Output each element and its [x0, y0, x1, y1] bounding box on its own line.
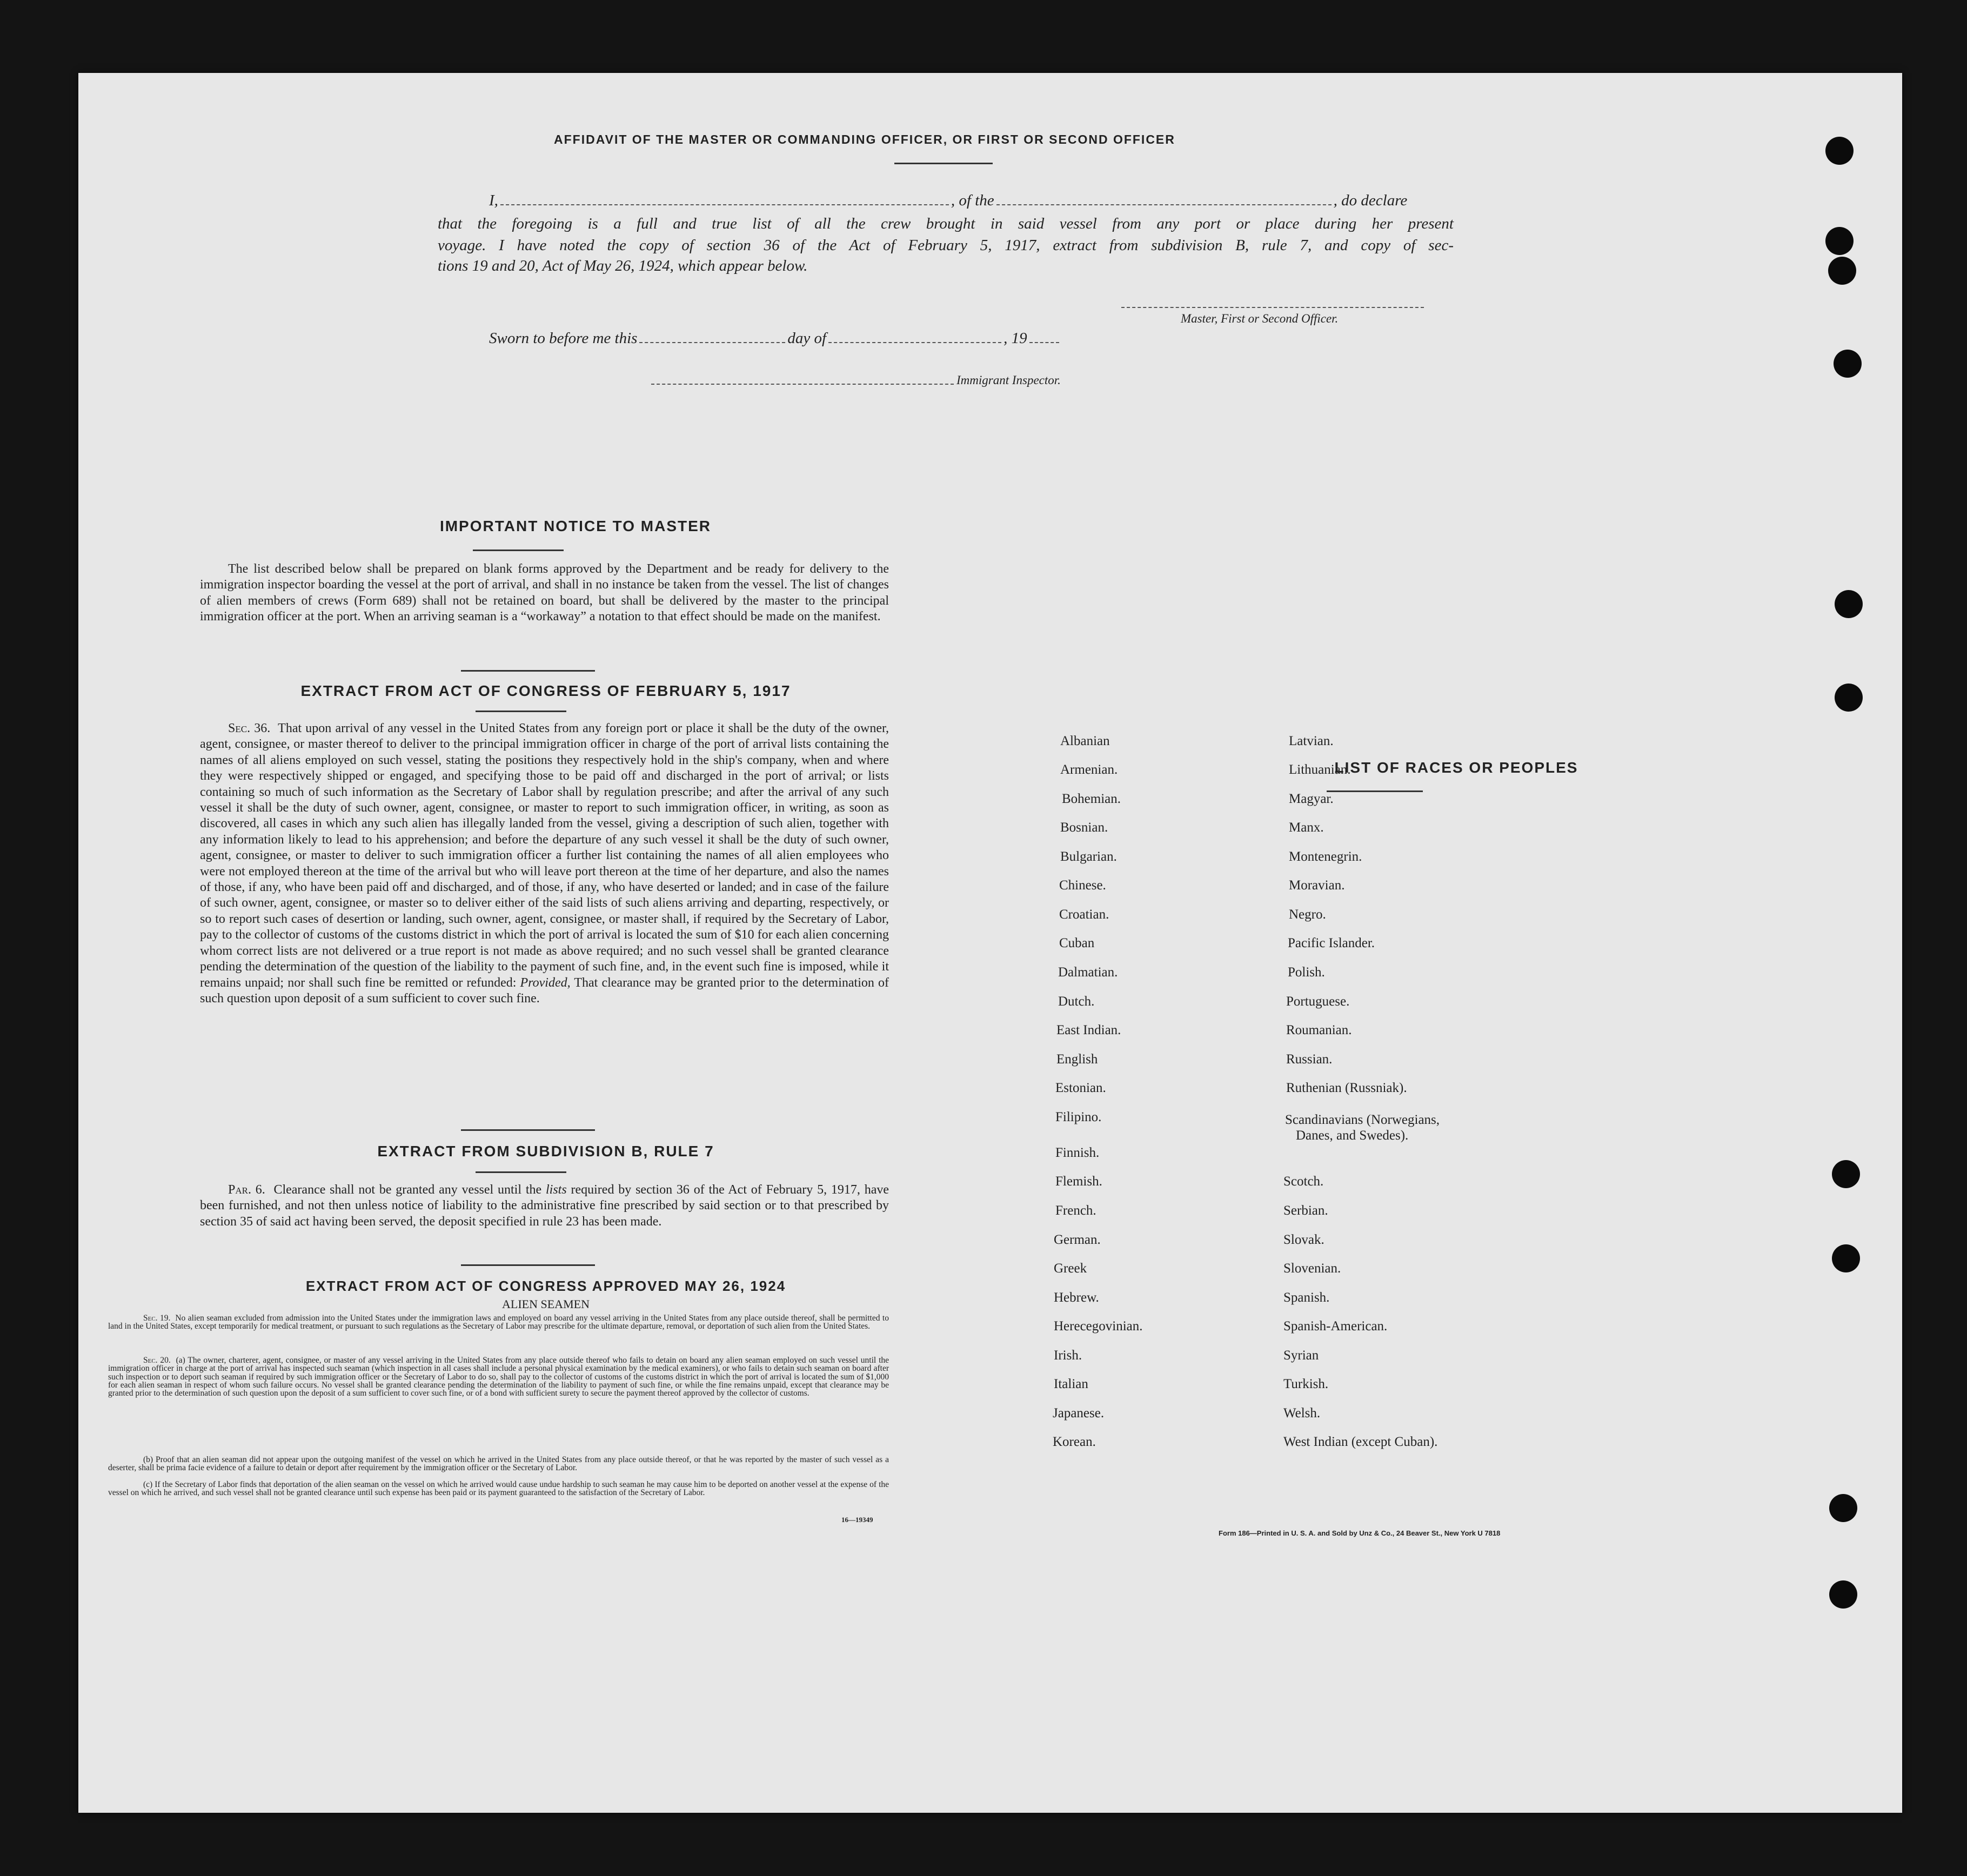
sec-20-label: Sec. 20. [143, 1356, 171, 1365]
binding-hole [1825, 227, 1854, 255]
sec-19-label: Sec. 19. [143, 1314, 171, 1323]
race-item-left: Korean. [1053, 1435, 1096, 1449]
binding-hole [1835, 684, 1863, 712]
name-blank [500, 204, 949, 205]
heading-rule [894, 163, 993, 164]
section-rule [461, 670, 595, 672]
affidavit-line-1 [489, 192, 1407, 210]
vessel-blank [996, 204, 1332, 205]
affidavit-declare: , do declare [1333, 192, 1408, 209]
race-item-left: Herecegovinian. [1054, 1319, 1143, 1334]
race-item-right: Portuguese. [1286, 994, 1350, 1009]
sworn-year: , 19 [1003, 330, 1027, 347]
day-blank [639, 342, 785, 343]
binding-hole [1825, 137, 1854, 165]
alien-seamen-subheading: ALIEN SEAMEN [502, 1297, 590, 1311]
race-item-left: Armenian. [1060, 762, 1118, 777]
notice-body: The list described below shall be prepared on blank forms approved by the Department and be ready for delivery to the immigration inspector boarding the vessel at the port of arrival, and shall in no instance be taken from the vessel. The list of changes of alien members of crews (Form 689) shall not be retained on board, but shall be delivered by the master to the principal immigration officer at the port. When an arriving seaman is a “workaway” a notation to that effect should be made on the manifest. [200, 562, 889, 624]
sec-20a-text: (a) The owner, charterer, agent, consignee, or master of any vessel arriving in the United States from any place outside thereof who fails to detain on board any alien seaman employed on such vessel until the immigration officer in charge at the port of arrival has inspected such seaman (which inspection in all cases shall include a personal physical examination by the medical examiners), or who fails to detain such seaman on board after such inspection or to deport such seaman if required by such immigration officer or the Secretary of Labor to do so, shall pay to the collector of customs of the customs district in which the port of arrival is located the sum of $1,000 for each alien seaman in respect of whom such failure occurs. No vessel shall be granted clearance pending the determination of the liability to payment of such fine, or while the fine remains unpaid, except that clearance may be granted prior to the determination of such question upon the deposit of a sum sufficient to cover such fine, or of a bond with sufficient surety to secure the payment thereof approved by the collector of customs. [108, 1356, 889, 1398]
race-item-left: Finnish. [1055, 1145, 1100, 1160]
race-item-left: Italian [1054, 1377, 1088, 1391]
sworn-day-of: day of [787, 330, 827, 347]
race-item-left: Dutch. [1058, 994, 1095, 1009]
race-item-left: Flemish. [1055, 1174, 1102, 1189]
race-item-left: East Indian. [1056, 1023, 1121, 1037]
race-item-right: Scandinavians (Norwegians, [1285, 1113, 1440, 1127]
race-item-right: Polish. [1288, 965, 1325, 980]
sec-36-label: Sec. 36. [228, 721, 271, 735]
affidavit-heading: AFFIDAVIT OF THE MASTER OR COMMANDING OFFICER, OR FIRST OR SECOND OFFICER [554, 132, 1175, 146]
binding-hole [1828, 257, 1856, 285]
affidavit-line-4: tions 19 and 20, Act of May 26, 1924, which appear below. [438, 257, 808, 274]
race-item-left: Cuban [1059, 936, 1095, 950]
race-item-right: Danes, and Swedes). [1296, 1128, 1409, 1143]
race-item-right: Serbian. [1283, 1203, 1328, 1218]
race-item-right: Slovak. [1283, 1232, 1324, 1247]
affidavit-line-3: voyage. I have noted the copy of section 36 of the Act of February 5, 1917, extract from subdivision B, rule 7, and copy of sec- [438, 237, 1454, 254]
section-rule [461, 1264, 595, 1266]
binding-hole [1835, 590, 1863, 618]
binding-hole [1829, 1580, 1857, 1609]
heading-rule [473, 550, 564, 551]
sec-20b-paragraph: (b) Proof that an alien seaman did not appear upon the outgoing manifest of the vessel on which he arrived in the United States from any place outside thereof, or that he was reported by the master of such vessel as a deserter, shall be prima facie evidence of a failure to detain or deport after requirement by the immigration officer or the Secretary of Labor. [108, 1455, 889, 1473]
sec-19-text: No alien seaman excluded from admission into the United States under the immigration laws and employed on board any vessel arriving in the United States from any place outside thereof, shall be permitted to land in the United States, except temporarily for medical treatment, or pursuant to such regulations as the Secretary of Labor may prescribe for the ultimate departure, removal, or deportation of such alien from the United States. [108, 1314, 889, 1331]
par-6-label: Par. 6. [228, 1183, 265, 1197]
binding-hole [1832, 1160, 1860, 1188]
race-item-left: Chinese. [1059, 878, 1106, 893]
race-item-right: Manx. [1289, 820, 1324, 835]
month-blank [828, 342, 1001, 343]
race-item-left: English [1056, 1052, 1098, 1067]
extract-1917-body [200, 721, 889, 1007]
race-item-right: Lithuanian. [1289, 762, 1351, 777]
race-item-right: Turkish. [1283, 1377, 1329, 1391]
race-item-left: Irish. [1054, 1348, 1082, 1363]
master-signature-caption: Master, First or Second Officer. [1181, 312, 1339, 325]
provided-word: Provided, [520, 975, 571, 990]
print-code: 16—19349 [841, 1516, 873, 1524]
race-item-left: French. [1055, 1203, 1096, 1218]
sec-20a-paragraph [108, 1356, 889, 1397]
affidavit-of-the: , of the [951, 192, 994, 209]
sec-36-text: That upon arrival of any vessel in the United States from any foreign port or place it shall be the duty of the owner, agent, consignee, or master thereof to deliver to the principal immigration officer in charge of the port of arrival lists containing the names of all aliens employed on such vessel, stating the positions they respectively hold in the ship's company, when and where they were respectively shipped or engaged, and specifying those to be paid off and discharged in the port of arrival; or lists containing so much of such information as the Secretary of Labor shall by regulation prescribe; and after the arrival of any such vessel it shall be the duty of such owner, agent, consignee, or master to report to such immigration officer, in writing, as soon as discovered, all cases in which any such alien has illegally landed from the vessel, giving a description of such alien, together with any information likely to lead to his apprehension; and before the departure of any such vessel it shall be the duty of such owner, agent, consignee, or master to deliver to such immigration officer a further list containing the names of all alien employees who were not employed thereon at the time of the arrival but who will leave port thereon at the time of her departure, and also the names of those, if any, who have been paid off and discharged, and of those, if any, who have deserted or landed; and in case of the failure of such owner, agent, consignee, or master so to deliver either of the said lists of such aliens arriving and departing, respectively, or so to report such cases of desertion or landing, such owner, agent, consignee, or master shall, if required by the Secretary of Labor, pay to the collector of customs of the customs district in which the port of arrival is located the sum of $10 for each alien concerning whom correct lists are not delivered or a true report is not made as above required; and no such vessel shall be granted clearance pending the determination of the question of the liability to the payment of such fine, and, in the event such fine is imposed, while it remains unpaid; nor shall such fine be remitted or refunded: [200, 721, 889, 990]
race-item-right: Russian. [1286, 1052, 1333, 1067]
master-signature-blank [1121, 307, 1424, 308]
rule7-text-b: required by section 36 of the Act of February 5, 1917, have been furnished, and not then unless notice of liability to the administrative fine prescribed by said section or to that prescribed by section 35 of said act having been served, the deposit specified in rule 23 has been made. [200, 1183, 889, 1229]
race-item-left: Greek [1054, 1261, 1087, 1276]
heading-rule [476, 1171, 566, 1173]
race-item-right: Moravian. [1289, 878, 1345, 893]
race-item-right: Magyar. [1289, 792, 1334, 806]
race-item-left: Bosnian. [1060, 820, 1108, 835]
sec-36-end: That clearance may be granted prior to the determination of such question upon deposit of a sum sufficient to cover such fine. [200, 975, 889, 1006]
sec-19-paragraph [108, 1314, 889, 1331]
affidavit-line-2: that the foregoing is a full and true list of all the crew brought in said vessel from any port or place during her present [438, 215, 1454, 232]
race-item-right: Spanish-American. [1283, 1319, 1388, 1334]
rule7-body [200, 1182, 889, 1230]
section-rule [461, 1129, 595, 1131]
affidavit-i: I, [489, 192, 498, 209]
race-item-right: Spanish. [1283, 1290, 1330, 1305]
binding-hole [1832, 1244, 1860, 1272]
sworn-prefix: Sworn to before me this [489, 330, 638, 347]
race-item-right: Slovenian. [1283, 1261, 1341, 1276]
race-item-right: Ruthenian (Russniak). [1286, 1081, 1407, 1095]
race-item-right: Latvian. [1289, 734, 1334, 748]
lists-word: lists [545, 1183, 567, 1197]
document-page [78, 73, 1902, 1813]
race-item-right: Roumanian. [1286, 1023, 1352, 1037]
notice-heading: IMPORTANT NOTICE TO MASTER [439, 518, 712, 534]
race-item-right: Welsh. [1283, 1406, 1321, 1421]
race-item-right: Pacific Islander. [1288, 936, 1375, 950]
heading-rule [1327, 790, 1423, 792]
year-blank [1029, 342, 1059, 343]
extract-1917-heading: EXTRACT FROM ACT OF CONGRESS OF FEBRUARY 5, 1917 [300, 682, 791, 699]
race-item-left: German. [1054, 1232, 1101, 1247]
race-item-left: Bulgarian. [1060, 849, 1117, 864]
race-item-right: Montenegrin. [1289, 849, 1362, 864]
race-item-right: Scotch. [1283, 1174, 1324, 1189]
race-item-right: West Indian (except Cuban). [1283, 1435, 1438, 1449]
races-heading: LIST OF RACES OR PEOPLES [1334, 759, 1578, 776]
race-item-left: Filipino. [1055, 1110, 1102, 1124]
race-item-right: Negro. [1289, 907, 1326, 922]
race-item-left: Bohemian. [1062, 792, 1121, 806]
race-item-left: Japanese. [1053, 1406, 1105, 1421]
race-item-left: Hebrew. [1054, 1290, 1099, 1305]
heading-rule [476, 711, 566, 712]
sec-20c-paragraph: (c) If the Secretary of Labor finds that deportation of the alien seaman on the vessel on which he arrived would cause undue hardship to such seaman he may cause him to be deported on another vessel at the expense of the vessel on which he arrived, and such vessel shall not be granted clearance until such expense has been paid or its payment guaranteed to the satisfaction of the Secretary of Labor. [108, 1480, 889, 1498]
extract-1924-heading: EXTRACT FROM ACT OF CONGRESS APPROVED MAY 26, 1924 [305, 1278, 786, 1294]
inspector-caption: Immigrant Inspector. [956, 373, 1061, 387]
rule7-text-a: Clearance shall not be granted any vessel until the [273, 1183, 546, 1197]
race-item-left: Dalmatian. [1058, 965, 1118, 980]
race-item-left: Albanian [1060, 734, 1110, 748]
binding-hole [1829, 1494, 1857, 1522]
race-item-left: Croatian. [1059, 907, 1109, 922]
rule7-heading: EXTRACT FROM SUBDIVISION B, RULE 7 [377, 1143, 714, 1160]
inspector-signature-blank [651, 384, 954, 385]
race-item-left: Estonian. [1055, 1081, 1106, 1095]
race-item-right: Syrian [1283, 1348, 1319, 1363]
sworn-line [489, 330, 1061, 347]
form-footer: Form 186—Printed in U. S. A. and Sold by Unz & Co., 24 Beaver St., New York U 7818 [1219, 1529, 1501, 1537]
binding-hole [1834, 350, 1862, 378]
